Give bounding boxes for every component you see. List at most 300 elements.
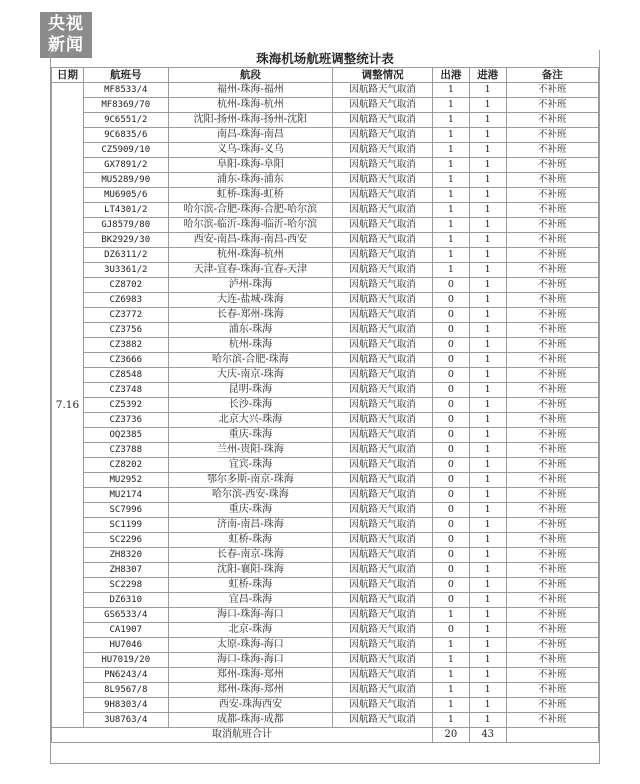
- flight-number-cell: LT4301/2: [83, 203, 168, 218]
- route-cell: 哈尔滨-临沂-珠海-临沂-哈尔滨: [168, 218, 333, 233]
- table-row: [52, 368, 599, 383]
- flight-number-cell: CZ3666: [83, 353, 168, 368]
- outbound-cell: 1: [432, 608, 469, 623]
- route-cell: 虹桥-珠海-虹桥: [168, 188, 333, 203]
- route-cell: 长春-郑州-珠海: [168, 308, 333, 323]
- status-cell: 因航路天气取消: [333, 128, 433, 143]
- status-cell: 因航路天气取消: [333, 368, 433, 383]
- table-row: [52, 473, 599, 488]
- outbound-cell: 0: [432, 428, 469, 443]
- status-cell: 因航路天气取消: [333, 473, 433, 488]
- inbound-cell: 1: [469, 638, 506, 653]
- route-cell: 西安-南昌-珠海-南昌-西安: [168, 233, 333, 248]
- note-cell: 不补班: [506, 443, 598, 458]
- total-row: [52, 728, 599, 743]
- table-row: [52, 488, 599, 503]
- note-cell: 不补班: [506, 263, 598, 278]
- note-cell: 不补班: [506, 578, 598, 593]
- inbound-cell: 1: [469, 608, 506, 623]
- table-row: [52, 593, 599, 608]
- note-cell: 不补班: [506, 173, 598, 188]
- outbound-cell: 1: [432, 83, 469, 98]
- status-cell: 因航路天气取消: [333, 458, 433, 473]
- note-cell: 不补班: [506, 98, 598, 113]
- outbound-cell: 1: [432, 188, 469, 203]
- flight-number-cell: 3U3361/2: [83, 263, 168, 278]
- outbound-cell: 1: [432, 683, 469, 698]
- flight-number-cell: CZ5392: [83, 398, 168, 413]
- outbound-cell: 0: [432, 353, 469, 368]
- status-cell: 因航路天气取消: [333, 698, 433, 713]
- outbound-cell: 0: [432, 533, 469, 548]
- note-cell: 不补班: [506, 128, 598, 143]
- flight-number-cell: DZ6310: [83, 593, 168, 608]
- route-cell: 海口-珠海-海口: [168, 653, 333, 668]
- note-cell: 不补班: [506, 458, 598, 473]
- route-cell: 虹桥-珠海: [168, 578, 333, 593]
- status-cell: 因航路天气取消: [333, 383, 433, 398]
- header-row: [52, 68, 599, 83]
- table-row: [52, 608, 599, 623]
- table-row: [52, 128, 599, 143]
- outbound-cell: 0: [432, 593, 469, 608]
- inbound-cell: 1: [469, 338, 506, 353]
- table-row: [52, 263, 599, 278]
- route-cell: 济南-南昌-珠海: [168, 518, 333, 533]
- flight-number-cell: MU5289/90: [83, 173, 168, 188]
- inbound-cell: 1: [469, 428, 506, 443]
- table-row: [52, 503, 599, 518]
- outbound-cell: 0: [432, 458, 469, 473]
- route-cell: 杭州-珠海: [168, 338, 333, 353]
- flight-number-cell: CZ6983: [83, 293, 168, 308]
- route-cell: 鄂尔多斯-南京-珠海: [168, 473, 333, 488]
- status-cell: 因航路天气取消: [333, 683, 433, 698]
- inbound-cell: 1: [469, 503, 506, 518]
- table-row: [52, 143, 599, 158]
- status-cell: 因航路天气取消: [333, 338, 433, 353]
- flight-number-cell: CZ3772: [83, 308, 168, 323]
- table-row: [52, 383, 599, 398]
- route-cell: 郑州-珠海-郑州: [168, 668, 333, 683]
- outbound-cell: 1: [432, 263, 469, 278]
- route-cell: 长春-南京-珠海: [168, 548, 333, 563]
- note-cell: 不补班: [506, 293, 598, 308]
- outbound-cell: 1: [432, 128, 469, 143]
- outbound-cell: 0: [432, 578, 469, 593]
- status-cell: 因航路天气取消: [333, 263, 433, 278]
- note-cell: 不补班: [506, 683, 598, 698]
- inbound-cell: 1: [469, 533, 506, 548]
- status-cell: 因航路天气取消: [333, 278, 433, 293]
- flight-number-cell: HU7046: [83, 638, 168, 653]
- inbound-cell: 1: [469, 353, 506, 368]
- table-row: [52, 113, 599, 128]
- table-row: [52, 203, 599, 218]
- route-cell: 兰州-贵阳-珠海: [168, 443, 333, 458]
- outbound-cell: 0: [432, 293, 469, 308]
- header-status: 调整情况: [333, 68, 433, 83]
- status-cell: 因航路天气取消: [333, 593, 433, 608]
- route-cell: 义乌-珠海-义乌: [168, 143, 333, 158]
- route-cell: 沈阳-襄阳-珠海: [168, 563, 333, 578]
- header-note: 备注: [506, 68, 598, 83]
- route-cell: 大连-盐城-珠海: [168, 293, 333, 308]
- note-cell: 不补班: [506, 368, 598, 383]
- inbound-cell: 1: [469, 113, 506, 128]
- flight-number-cell: CZ8548: [83, 368, 168, 383]
- outbound-cell: 1: [432, 113, 469, 128]
- table-row: [52, 548, 599, 563]
- table-row: [52, 683, 599, 698]
- note-cell: 不补班: [506, 698, 598, 713]
- status-cell: 因航路天气取消: [333, 293, 433, 308]
- outbound-cell: 1: [432, 638, 469, 653]
- table-row: [52, 638, 599, 653]
- note-cell: 不补班: [506, 308, 598, 323]
- outbound-cell: 0: [432, 398, 469, 413]
- table-row: [52, 308, 599, 323]
- inbound-cell: 1: [469, 308, 506, 323]
- flight-number-cell: 8L9567/8: [83, 683, 168, 698]
- outbound-cell: 0: [432, 473, 469, 488]
- route-cell: 沈阳-扬州-珠海-扬州-沈阳: [168, 113, 333, 128]
- note-cell: 不补班: [506, 143, 598, 158]
- status-cell: 因航路天气取消: [333, 323, 433, 338]
- note-cell: 不补班: [506, 563, 598, 578]
- route-cell: 南昌-珠海-南昌: [168, 128, 333, 143]
- header-out: 出港: [432, 68, 469, 83]
- outbound-cell: 0: [432, 503, 469, 518]
- note-cell: 不补班: [506, 653, 598, 668]
- note-cell: 不补班: [506, 593, 598, 608]
- table-row: [52, 413, 599, 428]
- inbound-cell: 1: [469, 713, 506, 728]
- flight-number-cell: BK2929/30: [83, 233, 168, 248]
- note-cell: 不补班: [506, 278, 598, 293]
- outbound-cell: 0: [432, 623, 469, 638]
- route-cell: 重庆-珠海: [168, 428, 333, 443]
- table-row: [52, 698, 599, 713]
- flight-number-cell: CZ3748: [83, 383, 168, 398]
- status-cell: 因航路天气取消: [333, 713, 433, 728]
- status-cell: 因航路天气取消: [333, 158, 433, 173]
- flight-number-cell: ZH8307: [83, 563, 168, 578]
- flight-number-cell: SC2298: [83, 578, 168, 593]
- spreadsheet-sheet: [50, 50, 600, 764]
- flight-number-cell: 9C6835/6: [83, 128, 168, 143]
- total-out: 20: [432, 728, 469, 743]
- status-cell: 因航路天气取消: [333, 188, 433, 203]
- note-cell: 不补班: [506, 668, 598, 683]
- outbound-cell: 0: [432, 413, 469, 428]
- inbound-cell: 1: [469, 383, 506, 398]
- status-cell: 因航路天气取消: [333, 488, 433, 503]
- status-cell: 因航路天气取消: [333, 398, 433, 413]
- status-cell: 因航路天气取消: [333, 503, 433, 518]
- note-cell: 不补班: [506, 608, 598, 623]
- route-cell: 杭州-珠海-杭州: [168, 248, 333, 263]
- flight-number-cell: MU2174: [83, 488, 168, 503]
- flight-number-cell: MU2952: [83, 473, 168, 488]
- outbound-cell: 0: [432, 518, 469, 533]
- inbound-cell: 1: [469, 683, 506, 698]
- note-cell: 不补班: [506, 413, 598, 428]
- table-title: 珠海机场航班调整统计表: [52, 50, 599, 68]
- inbound-cell: 1: [469, 218, 506, 233]
- inbound-cell: 1: [469, 398, 506, 413]
- flight-number-cell: CZ8202: [83, 458, 168, 473]
- table-row: [52, 578, 599, 593]
- table-row: [52, 218, 599, 233]
- inbound-cell: 1: [469, 488, 506, 503]
- flight-number-cell: MU6905/6: [83, 188, 168, 203]
- flight-number-cell: SC1199: [83, 518, 168, 533]
- status-cell: 因航路天气取消: [333, 548, 433, 563]
- status-cell: 因航路天气取消: [333, 608, 433, 623]
- route-cell: 浦东-珠海: [168, 323, 333, 338]
- note-cell: 不补班: [506, 713, 598, 728]
- route-cell: 浦东-珠海-浦东: [168, 173, 333, 188]
- inbound-cell: 1: [469, 623, 506, 638]
- flight-number-cell: CZ8702: [83, 278, 168, 293]
- route-cell: 虹桥-珠海: [168, 533, 333, 548]
- flight-number-cell: CZ3736: [83, 413, 168, 428]
- status-cell: 因航路天气取消: [333, 143, 433, 158]
- route-cell: 宜昌-珠海: [168, 593, 333, 608]
- header-date: 日期: [52, 68, 84, 83]
- route-cell: 杭州-珠海-杭州: [168, 98, 333, 113]
- inbound-cell: 1: [469, 83, 506, 98]
- outbound-cell: 0: [432, 443, 469, 458]
- note-cell: 不补班: [506, 533, 598, 548]
- inbound-cell: 1: [469, 593, 506, 608]
- outbound-cell: 0: [432, 548, 469, 563]
- route-cell: 阜阳-珠海-阜阳: [168, 158, 333, 173]
- note-cell: 不补班: [506, 188, 598, 203]
- note-cell: 不补班: [506, 488, 598, 503]
- outbound-cell: 0: [432, 368, 469, 383]
- outbound-cell: 1: [432, 203, 469, 218]
- inbound-cell: 1: [469, 668, 506, 683]
- status-cell: 因航路天气取消: [333, 248, 433, 263]
- status-cell: 因航路天气取消: [333, 428, 433, 443]
- route-cell: 西安-珠海西安: [168, 698, 333, 713]
- table-row: [52, 518, 599, 533]
- table-row: [52, 98, 599, 113]
- inbound-cell: 1: [469, 98, 506, 113]
- table-row: [52, 668, 599, 683]
- note-cell: 不补班: [506, 158, 598, 173]
- note-cell: 不补班: [506, 338, 598, 353]
- inbound-cell: 1: [469, 548, 506, 563]
- note-cell: 不补班: [506, 353, 598, 368]
- outbound-cell: 0: [432, 338, 469, 353]
- route-cell: 哈尔滨-合肥-珠海-合肥-哈尔滨: [168, 203, 333, 218]
- flight-number-cell: GJ8579/80: [83, 218, 168, 233]
- route-cell: 天津-宜春-珠海-宜春-天津: [168, 263, 333, 278]
- table-row: [52, 713, 599, 728]
- logo-line-2: 新闻: [48, 35, 84, 55]
- inbound-cell: 1: [469, 203, 506, 218]
- flight-number-cell: CZ5909/10: [83, 143, 168, 158]
- outbound-cell: 1: [432, 173, 469, 188]
- note-cell: 不补班: [506, 518, 598, 533]
- status-cell: 因航路天气取消: [333, 533, 433, 548]
- table-row: [52, 158, 599, 173]
- status-cell: 因航路天气取消: [333, 578, 433, 593]
- outbound-cell: 0: [432, 323, 469, 338]
- inbound-cell: 1: [469, 368, 506, 383]
- inbound-cell: 1: [469, 563, 506, 578]
- inbound-cell: 1: [469, 143, 506, 158]
- table-row: [52, 623, 599, 638]
- table-row: [52, 278, 599, 293]
- status-cell: 因航路天气取消: [333, 98, 433, 113]
- route-cell: 长沙-珠海: [168, 398, 333, 413]
- flight-number-cell: MF8369/70: [83, 98, 168, 113]
- note-cell: 不补班: [506, 248, 598, 263]
- outbound-cell: 1: [432, 98, 469, 113]
- outbound-cell: 1: [432, 713, 469, 728]
- status-cell: 因航路天气取消: [333, 653, 433, 668]
- date-cell: 7.16: [52, 83, 84, 728]
- table-row: [52, 653, 599, 668]
- outbound-cell: 1: [432, 233, 469, 248]
- outbound-cell: 1: [432, 218, 469, 233]
- table-row: [52, 173, 599, 188]
- inbound-cell: 1: [469, 698, 506, 713]
- outbound-cell: 1: [432, 653, 469, 668]
- flight-number-cell: CZ3756: [83, 323, 168, 338]
- inbound-cell: 1: [469, 518, 506, 533]
- inbound-cell: 1: [469, 233, 506, 248]
- status-cell: 因航路天气取消: [333, 308, 433, 323]
- total-in: 43: [469, 728, 506, 743]
- flight-number-cell: SC7996: [83, 503, 168, 518]
- note-cell: 不补班: [506, 548, 598, 563]
- table-row: [52, 233, 599, 248]
- note-cell: 不补班: [506, 83, 598, 98]
- status-cell: 因航路天气取消: [333, 203, 433, 218]
- inbound-cell: 1: [469, 413, 506, 428]
- table-row: [52, 293, 599, 308]
- outbound-cell: 1: [432, 668, 469, 683]
- inbound-cell: 1: [469, 263, 506, 278]
- route-cell: 大庆-南京-珠海: [168, 368, 333, 383]
- flight-number-cell: 3U8763/4: [83, 713, 168, 728]
- flight-adjustment-table: [51, 50, 599, 743]
- outbound-cell: 0: [432, 278, 469, 293]
- inbound-cell: 1: [469, 173, 506, 188]
- status-cell: 因航路天气取消: [333, 353, 433, 368]
- header-in: 进港: [469, 68, 506, 83]
- flight-number-cell: SC2296: [83, 533, 168, 548]
- outbound-cell: 1: [432, 698, 469, 713]
- flight-number-cell: 9C6551/2: [83, 113, 168, 128]
- flight-number-cell: GX7891/2: [83, 158, 168, 173]
- inbound-cell: 1: [469, 248, 506, 263]
- route-cell: 哈尔滨-西安-珠海: [168, 488, 333, 503]
- route-cell: 北京大兴-珠海: [168, 413, 333, 428]
- flight-number-cell: DZ6311/2: [83, 248, 168, 263]
- table-row: [52, 563, 599, 578]
- status-cell: 因航路天气取消: [333, 83, 433, 98]
- note-cell: 不补班: [506, 503, 598, 518]
- status-cell: 因航路天气取消: [333, 623, 433, 638]
- status-cell: 因航路天气取消: [333, 563, 433, 578]
- flight-number-cell: MF8533/4: [83, 83, 168, 98]
- inbound-cell: 1: [469, 188, 506, 203]
- note-cell: 不补班: [506, 113, 598, 128]
- header-flight: 航班号: [83, 68, 168, 83]
- inbound-cell: 1: [469, 293, 506, 308]
- flight-number-cell: CA1907: [83, 623, 168, 638]
- route-cell: 北京-珠海: [168, 623, 333, 638]
- route-cell: 昆明-珠海: [168, 383, 333, 398]
- flight-number-cell: HU7019/20: [83, 653, 168, 668]
- route-cell: 福州-珠海-福州: [168, 83, 333, 98]
- logo-line-1: 央视: [48, 14, 84, 34]
- status-cell: 因航路天气取消: [333, 443, 433, 458]
- note-cell: 不补班: [506, 638, 598, 653]
- table-row: [52, 323, 599, 338]
- flight-number-cell: CZ3788: [83, 443, 168, 458]
- outbound-cell: 0: [432, 308, 469, 323]
- outbound-cell: 1: [432, 143, 469, 158]
- inbound-cell: 1: [469, 128, 506, 143]
- table-row: [52, 398, 599, 413]
- note-cell: 不补班: [506, 323, 598, 338]
- flight-number-cell: GS6533/4: [83, 608, 168, 623]
- route-cell: 郑州-珠海-郑州: [168, 683, 333, 698]
- table-row: [52, 338, 599, 353]
- note-cell: 不补班: [506, 233, 598, 248]
- status-cell: 因航路天气取消: [333, 518, 433, 533]
- status-cell: 因航路天气取消: [333, 638, 433, 653]
- table-row: [52, 428, 599, 443]
- outbound-cell: 1: [432, 158, 469, 173]
- route-cell: 泸州-珠海: [168, 278, 333, 293]
- outbound-cell: 0: [432, 488, 469, 503]
- total-label: 取消航班合计: [52, 728, 433, 743]
- flight-number-cell: PN6243/4: [83, 668, 168, 683]
- table-row: [52, 248, 599, 263]
- status-cell: 因航路天气取消: [333, 218, 433, 233]
- status-cell: 因航路天气取消: [333, 413, 433, 428]
- outbound-cell: 0: [432, 383, 469, 398]
- table-row: [52, 188, 599, 203]
- inbound-cell: 1: [469, 653, 506, 668]
- note-cell: 不补班: [506, 203, 598, 218]
- flight-number-cell: 9H8303/4: [83, 698, 168, 713]
- route-cell: 宜宾-珠海: [168, 458, 333, 473]
- inbound-cell: 1: [469, 323, 506, 338]
- flight-number-cell: CZ3882: [83, 338, 168, 353]
- table-row: [52, 83, 599, 98]
- header-route: 航段: [168, 68, 333, 83]
- status-cell: 因航路天气取消: [333, 668, 433, 683]
- route-cell: 哈尔滨-合肥-珠海: [168, 353, 333, 368]
- note-cell: 不补班: [506, 428, 598, 443]
- status-cell: 因航路天气取消: [333, 173, 433, 188]
- route-cell: 太原-珠海-海口: [168, 638, 333, 653]
- inbound-cell: 1: [469, 473, 506, 488]
- status-cell: 因航路天气取消: [333, 113, 433, 128]
- outbound-cell: 1: [432, 248, 469, 263]
- note-cell: 不补班: [506, 623, 598, 638]
- status-cell: 因航路天气取消: [333, 233, 433, 248]
